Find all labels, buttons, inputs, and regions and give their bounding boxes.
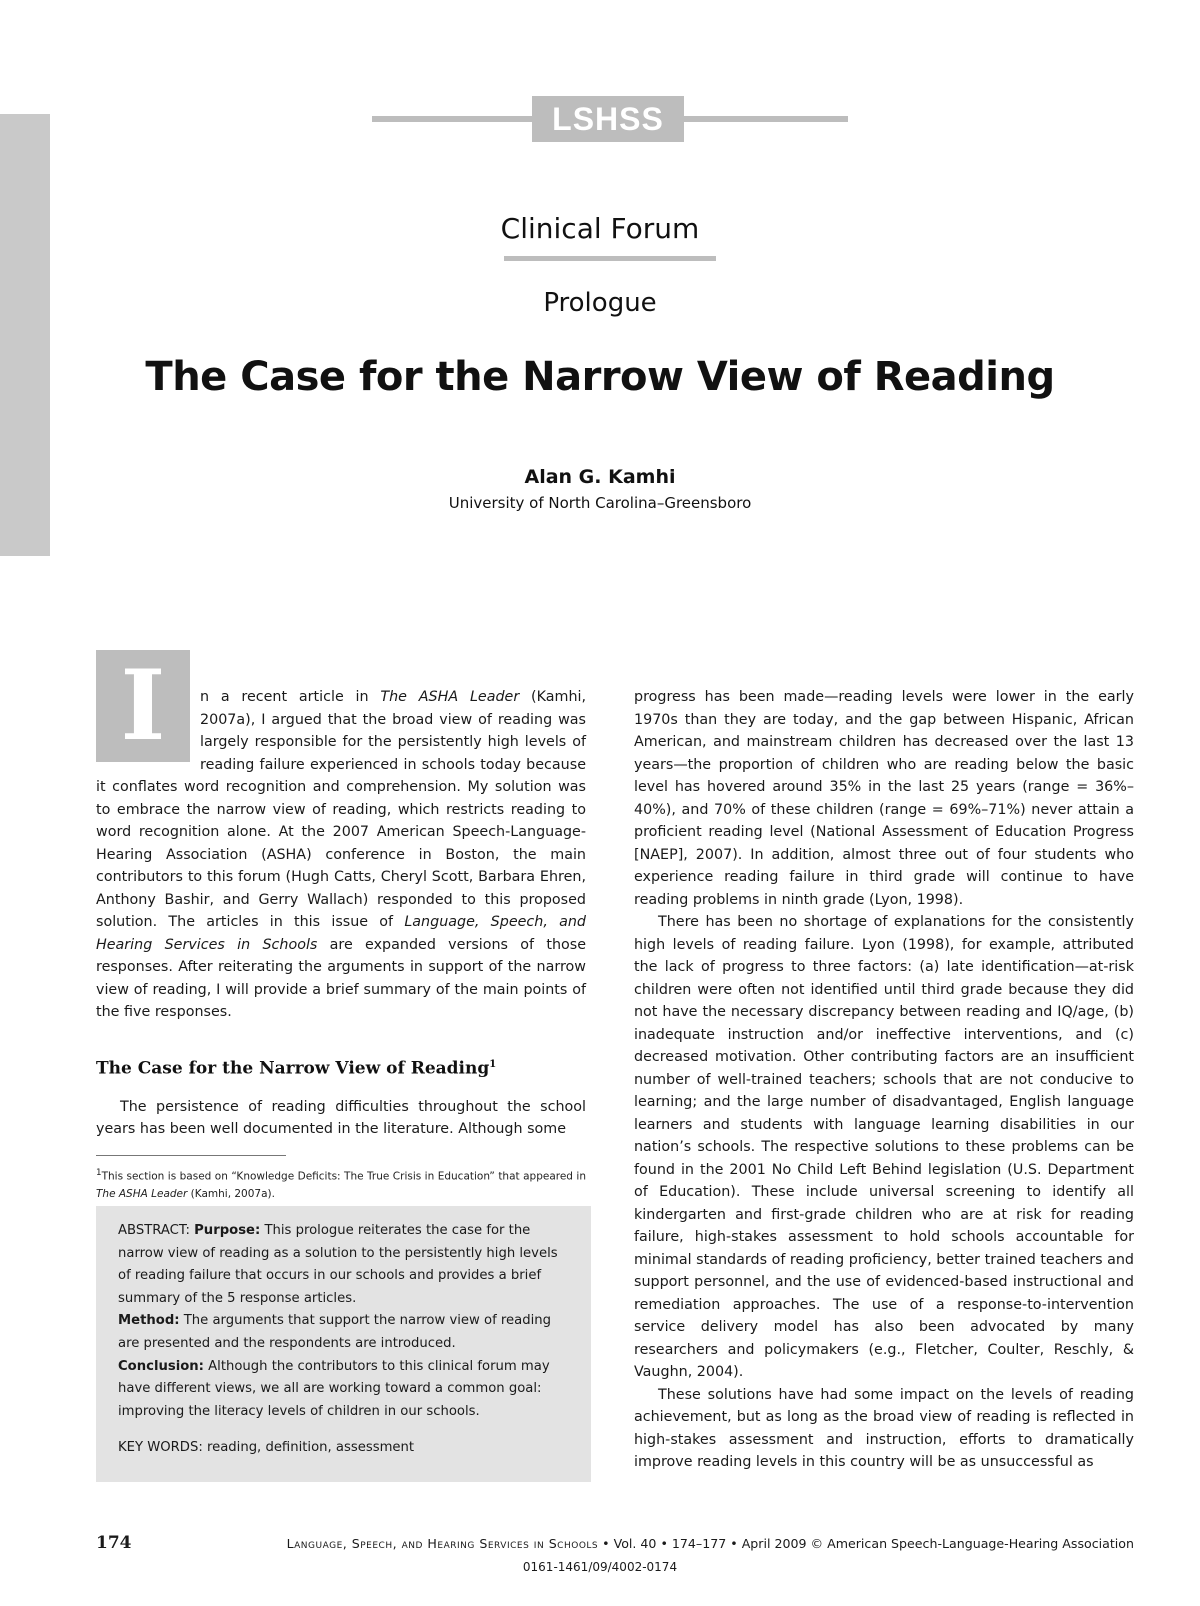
prologue-label: Prologue [543,288,657,318]
abstract-keywords: KEY WORDS: reading, definition, assessment [118,1440,415,1456]
intro-leader-title: The ASHA Leader [380,689,520,705]
forum-label: Clinical Forum [500,212,700,245]
abstract-prefix: ABSTRACT: [118,1223,195,1238]
right-column [634,686,1134,1474]
journal-badge: LSHSS [532,96,684,142]
footnote-text-b: (Kamhi, 2007a). [187,1188,275,1201]
abstract-conclusion-text: Although the contributors to this clinical forum may have different views, we all are working toward a common goal: improving the literacy levels of children in our schools. [118,1358,550,1419]
abstract-purpose [118,1220,569,1310]
abstract-box [96,1206,591,1482]
abstract-conclusion-label: Conclusion: [118,1358,204,1374]
footnote-leader-title: The ASHA Leader [96,1188,188,1201]
abstract-purpose-text: This prologue reiterates the case for the narrow view of reading as a solution to the persistently high levels of reading failure that occurs in our schools and provides a brief summary of the 5 response articles. [118,1223,558,1306]
footer-citation-text: • Vol. 40 • 174–177 • April 2009 © American Speech-Language-Hearing Association [598,1536,1134,1551]
intro-text-3: are expanded versions of those responses. After reiterating the arguments in support of the narrow view of reading, I will provide a brief summary of the main points of the five responses. [96,936,586,1020]
footer-citation [0,1536,1134,1551]
author-name: Alan G. Kamhi [524,466,676,488]
section-heading-footnote-mark: 1 [489,1058,497,1070]
section-paragraph: The persistence of reading difficulties throughout the school years has been well documented in the literature. Although some [96,1098,586,1138]
intro-journal-title: Language, Speech, and Hearing Services in Schools [96,914,587,953]
forum-underline [504,256,716,261]
journal-rule-left [372,116,532,122]
dropcap-letter: I [96,650,190,762]
footer-journal-name: Language, Speech, and Hearing Services in Schools [286,1536,599,1551]
left-column [96,649,587,1203]
section-heading [96,1054,586,1080]
journal-rule-right [684,116,848,122]
intro-paragraph [96,649,587,1024]
abstract-method [118,1310,569,1355]
article-title: The Case for the Narrow View of Reading [145,354,1055,400]
intro-text-2: (Kamhi, 2007a), I argued that the broad view of reading was largely responsible for the persistently high levels of reading failure experienced in schools today because it conflates word recognition and comprehension. My solution was to embrace the narrow view of reading, which restricts reading to word recognition alone. At the 2007 American Speech-Language-Hearing Association (ASHA) conference in Boston, the main contributors to this forum (Hugh Catts, Cheryl Scott, Barbara Ehren, Anthony Bashir, and Gerry Wallach) responded to this proposed solution. The articles in this issue of [96,689,587,930]
footnote-marker: 1 [96,1167,102,1178]
abstract-method-text: The arguments that support the narrow view of reading are presented and the respondents are introduced. [118,1313,551,1351]
right-paragraph-2: There has been no shortage of explanations for the consistently high levels of reading failure. Lyon (1998), for example, attributed the lack of progress to three factors: (a) late identification—at-risk children were often not identified until third grade because they did not have the necessary discrepancy between reading and IQ/age, (b) inadequate instruction and/or ineffective interventions, and (c) decreased motivation. Other contributing factors are an insufficient number of well-trained teachers; schools that are not conducive to learning; and the large number of disadvantaged, English language learners and students with language learning disabilities in our nation’s schools. The respective solutions to these problems can be found in the 2001 No Child Left Behind legislation (U.S. Department of Education). These include universal screening to identify all kindergarten and first-grade children who are at risk for reading failure, high-stakes assessment to hold schools accountable for minimal standards of reading proficiency, better trained teachers and support personnel, and the use of evidenced-based instructional and remediation approaches. The use of a response-to-intervention service delivery model has also been advocated by many researchers and policymakers (e.g., Fletcher, Coulter, Reschly, & Vaughn, 2004). [634,914,1134,1380]
right-paragraph-3: These solutions have had some impact on the levels of reading achievement, but as long as the broad view of reading is reflected in high-stakes assessment and instruction, efforts to dramatically improve reading levels in this country will be as unsuccessful as [634,1386,1134,1470]
right-paragraph-1: progress has been made—reading levels were lower in the early 1970s than they are today, and the gap between Hispanic, African American, and mainstream children has decreased over the last 13 years—the proportion of children who are reading below the basic level has hovered around 35% in the last 25 years (range = 36%–40%), and 70% of these children (range = 69%–71%) never attain a proficient reading level (National Assessment of Education Progress [NAEP], 2007). In addition, almost three out of four students who experience reading failure in third grade will continue to have reading problems in ninth grade (Lyon, 1998). [634,689,1134,908]
footer-code: 0161-1461/09/4002-0174 [522,1560,678,1574]
page-number: 174 [96,1533,132,1553]
abstract-purpose-label: Purpose: [194,1223,261,1238]
footnote [96,1164,586,1204]
intro-text-1: n a recent article in [200,689,381,705]
footnote-rule [96,1155,286,1156]
abstract-conclusion [118,1356,569,1424]
footnote-text-a: This section is based on “Knowledge Deficits: The True Crisis in Education” that appeared in [101,1170,586,1183]
section-heading-text: The Case for the Narrow View of Reading [96,1058,490,1079]
side-margin-bar [0,114,50,556]
abstract-method-label: Method: [118,1313,180,1329]
author-affiliation: University of North Carolina–Greensboro [448,494,752,512]
